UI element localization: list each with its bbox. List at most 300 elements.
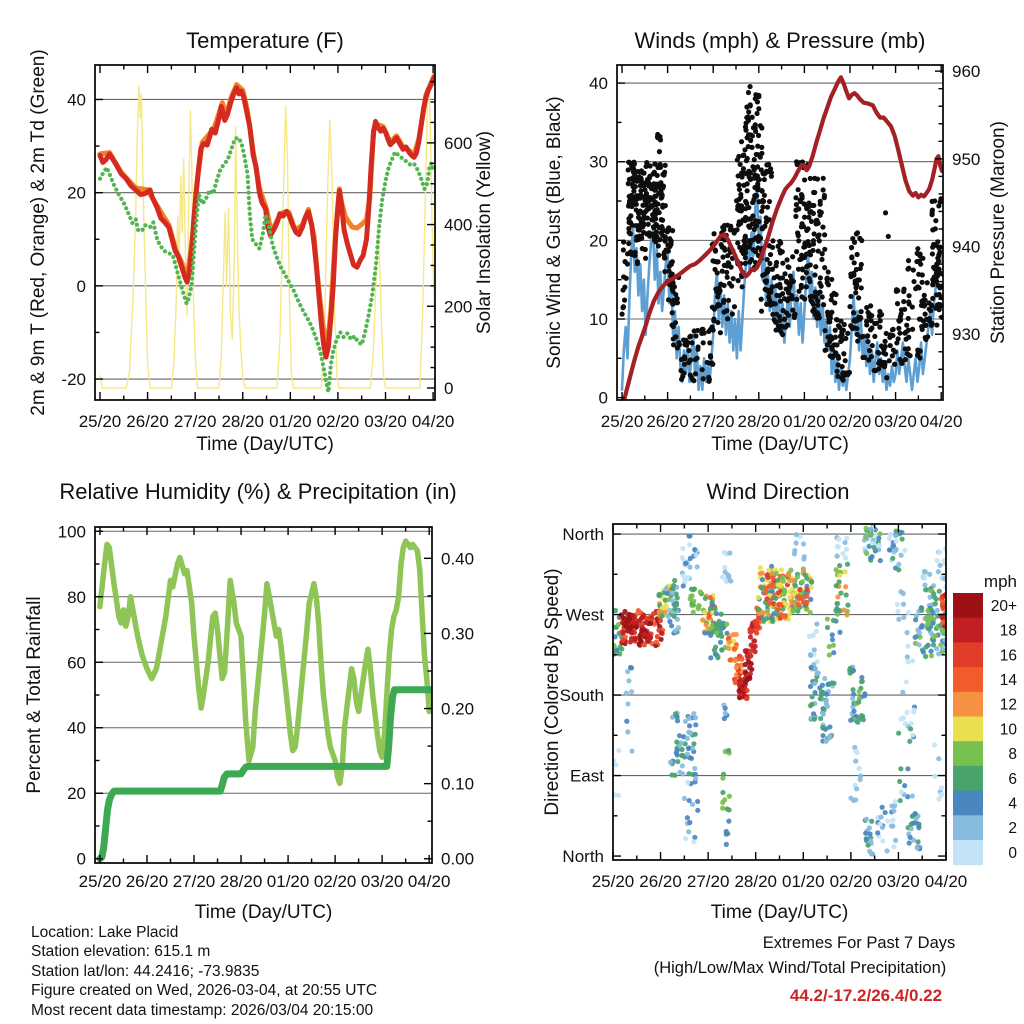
data-dot-6 [669, 772, 674, 777]
data-dot-18 [646, 632, 651, 637]
data-dot [906, 293, 911, 298]
data-dot [780, 332, 785, 337]
plot-frame [95, 527, 432, 863]
data-dot-18 [628, 639, 633, 644]
data-dot-16 [765, 575, 770, 580]
data-dot [916, 272, 921, 277]
data-dot [707, 340, 712, 345]
data-dot [705, 360, 710, 365]
data-dot-14 [767, 583, 772, 588]
data-dot [851, 318, 856, 323]
data-dot [794, 202, 799, 207]
data-dot-0 [694, 553, 699, 558]
data-dot-2 [680, 763, 685, 768]
data-dot-8 [696, 603, 701, 608]
data-dot-6 [896, 731, 901, 736]
data-dot [847, 370, 852, 375]
data-dot-6 [845, 562, 850, 567]
y2-tick-label: 0.30 [441, 624, 475, 644]
data-dot-20+ [743, 680, 748, 685]
data-dot-2 [629, 749, 634, 754]
data-dot [709, 360, 714, 365]
data-dot [738, 192, 743, 197]
data-dot [810, 248, 815, 253]
data-dot-4 [824, 692, 829, 697]
data-dot [752, 185, 757, 190]
data-dot-14 [708, 595, 713, 600]
data-dot-2 [868, 527, 873, 532]
data-dot [770, 245, 775, 250]
data-dot-2 [685, 736, 690, 741]
data-dot [782, 316, 787, 321]
data-dot-0 [899, 789, 904, 794]
data-dot-2 [923, 569, 928, 574]
data-dot-6 [759, 585, 764, 590]
x-tick-label: 26/20 [126, 412, 169, 431]
data-dot [866, 314, 871, 319]
data-dot-2 [842, 540, 847, 545]
data-dot [674, 299, 679, 304]
data-dot [865, 339, 870, 344]
data-dot-16 [655, 634, 660, 639]
colorbar-swatch-6 [953, 766, 983, 791]
x-tick-label: 04/20 [924, 872, 968, 891]
data-dot-0 [680, 546, 685, 551]
x-tick-label: 25/20 [600, 412, 644, 431]
data-dot-6 [657, 592, 662, 597]
data-dot [835, 374, 840, 379]
data-dot [855, 252, 860, 257]
data-dot [762, 193, 767, 198]
station-location: Location: Lake Placid [31, 924, 179, 941]
data-dot-12 [726, 646, 731, 651]
data-dot [701, 340, 706, 345]
data-dot [708, 353, 713, 358]
data-dot [695, 328, 700, 333]
data-dot-2 [867, 849, 872, 854]
colorbar-label-20+: 20+ [990, 597, 1017, 615]
data-dot [688, 372, 693, 377]
data-dot-18 [737, 683, 742, 688]
data-dot [827, 316, 832, 321]
data-dot-0 [909, 721, 914, 726]
data-dot-12 [843, 584, 848, 589]
data-dot-6 [809, 702, 814, 707]
y-tick-label: 20 [589, 231, 608, 251]
data-dot-2 [904, 630, 909, 635]
data-dot-6 [720, 790, 725, 795]
data-dot [855, 230, 860, 235]
data-dot [772, 317, 777, 322]
data-dot-6 [773, 596, 778, 601]
data-dot [784, 257, 789, 262]
data-dot [864, 305, 869, 310]
x-tick-label: 01/20 [783, 412, 826, 431]
data-dot [859, 262, 864, 267]
data-dot-4 [708, 655, 713, 660]
data-dot-0 [686, 575, 691, 580]
data-dot-8 [722, 797, 727, 802]
data-dot [682, 354, 687, 359]
data-dot-4 [827, 724, 832, 729]
data-dot [687, 358, 692, 363]
data-dot [739, 139, 744, 144]
data-dot-0 [687, 542, 692, 547]
data-dot-8 [720, 776, 725, 781]
data-dot-0 [895, 602, 900, 607]
data-dot-2 [664, 586, 669, 591]
extremes-subtitle: (High/Low/Max Wind/Total Precipitation) [653, 959, 947, 977]
data-dot [762, 177, 767, 182]
data-dot [634, 234, 639, 239]
data-dot-4 [675, 718, 680, 723]
data-dot-8 [765, 609, 770, 614]
data-dot [903, 357, 908, 362]
data-dot-8 [782, 588, 787, 593]
data-dot [933, 218, 938, 223]
data-dot-20+ [743, 671, 748, 676]
data-dot-0 [885, 818, 890, 823]
data-dot-4 [869, 554, 874, 559]
data-dot-0 [905, 710, 910, 715]
y2-tick-label: 0.00 [441, 849, 475, 869]
data-dot [799, 294, 804, 299]
data-dot-2 [910, 793, 915, 798]
data-dot [764, 219, 769, 224]
data-dot [828, 334, 833, 339]
data-dot-6 [713, 644, 718, 649]
data-dot-6 [812, 717, 817, 722]
data-dot-6 [915, 839, 920, 844]
data-dot-20+ [747, 676, 752, 681]
x-tick-label: 25/20 [78, 872, 122, 891]
data-dot-6 [934, 597, 939, 602]
data-dot [812, 190, 817, 195]
y-tick-label: 30 [589, 152, 608, 172]
colorbar-label-8: 8 [1008, 746, 1017, 764]
y2-tick-label: 0.40 [441, 549, 475, 569]
x-tick-label: 01/20 [782, 872, 825, 891]
data-dot [910, 304, 915, 309]
data-dot [725, 316, 730, 321]
x-tick-label: 04/20 [407, 872, 451, 891]
data-dot [721, 227, 726, 232]
data-dot [833, 328, 838, 333]
data-dot-2 [794, 532, 799, 537]
data-dot-0 [891, 844, 896, 849]
data-dot-6 [923, 644, 928, 649]
colorbar-label-2: 2 [1008, 820, 1017, 838]
data-dot [848, 272, 853, 277]
data-dot-18 [643, 620, 648, 625]
data-dot [820, 294, 825, 299]
data-dot [906, 299, 911, 304]
data-dot-18 [659, 630, 664, 635]
data-dot-8 [714, 630, 719, 635]
data-dot-2 [687, 565, 692, 570]
data-dot-0 [939, 785, 944, 790]
data-dot-6 [907, 739, 912, 744]
data-dot-20+ [622, 609, 627, 614]
data-dot [711, 327, 716, 332]
data-dot-2 [625, 729, 630, 734]
data-dot [643, 256, 648, 261]
data-dot [799, 283, 804, 288]
y-tick-label: -20 [61, 370, 86, 390]
data-dot-4 [720, 626, 725, 631]
data-dot [658, 186, 663, 191]
data-dot-4 [862, 693, 867, 698]
winds-left-axis-label: Sonic Wind & Gust (Blue, Black) [544, 96, 565, 369]
x-tick-label: 27/20 [691, 412, 735, 431]
data-dot-10 [702, 610, 707, 615]
data-dot [811, 211, 816, 216]
y-tick-label: 60 [67, 653, 86, 673]
data-dot-4 [681, 583, 686, 588]
data-dot [841, 328, 846, 333]
data-dot [804, 284, 809, 289]
data-dot-6 [890, 556, 895, 561]
data-dot [836, 323, 841, 328]
data-dot-0 [895, 609, 900, 614]
data-dot-0 [932, 774, 937, 779]
x-tick-label: 26/20 [125, 872, 169, 891]
data-dot [673, 335, 678, 340]
data-dot-2 [893, 838, 898, 843]
data-dot [812, 272, 817, 277]
data-dot-6 [829, 680, 834, 685]
data-dot [638, 176, 643, 181]
data-dot [843, 336, 848, 341]
data-dot [829, 277, 834, 282]
data-dot [822, 193, 827, 198]
data-dot-4 [864, 836, 869, 841]
data-dot-2 [937, 563, 942, 568]
data-dot-10 [837, 573, 842, 578]
data-dot-12 [835, 594, 840, 599]
data-dot-16 [804, 587, 809, 592]
y2-tick-label: 0.10 [441, 774, 475, 794]
data-dot-6 [686, 771, 691, 776]
data-dot-10 [660, 605, 665, 610]
data-dot-0 [937, 550, 942, 555]
data-dot-10 [776, 582, 781, 587]
data-dot [930, 227, 935, 232]
data-dot [896, 336, 901, 341]
data-dot-2 [896, 617, 901, 622]
data-dot-6 [825, 625, 830, 630]
data-dot [646, 222, 651, 227]
data-dot-16 [797, 587, 802, 592]
data-dot-6 [869, 819, 874, 824]
data-dot [799, 192, 804, 197]
x-tick-label: 03/20 [364, 412, 407, 431]
data-dot-4 [851, 668, 856, 673]
data-dot-8 [831, 643, 836, 648]
data-dot-18 [641, 613, 646, 618]
data-dot-10 [791, 592, 796, 597]
data-dot [667, 264, 672, 269]
data-dot-8 [825, 616, 830, 621]
winddir-xlabel: Time (Day/UTC) [710, 902, 849, 923]
data-dot [911, 267, 916, 272]
data-dot-8 [691, 599, 696, 604]
data-dot-4 [830, 632, 835, 637]
y-tick-label: 80 [67, 587, 86, 607]
data-dot-4 [688, 556, 693, 561]
data-dot-8 [863, 534, 868, 539]
data-dot [667, 236, 672, 241]
data-dot [634, 193, 639, 198]
data-dot-2 [821, 711, 826, 716]
data-dot [753, 126, 758, 131]
data-dot [822, 328, 827, 333]
data-dot-12 [734, 632, 739, 637]
data-dot [777, 314, 782, 319]
humidity-left-axis-label: Percent & Total Rainfall [24, 596, 45, 794]
data-dot [639, 236, 644, 241]
data-dot-2 [626, 678, 631, 683]
data-dot [817, 281, 822, 286]
data-dot-4 [724, 832, 729, 837]
data-dot [910, 327, 915, 332]
data-dot-6 [845, 603, 850, 608]
data-dot [693, 371, 698, 376]
data-dot-0 [893, 799, 898, 804]
y-tick-label: 0 [76, 276, 86, 296]
data-dot [782, 271, 787, 276]
data-dot [786, 313, 791, 318]
data-dot-4 [883, 810, 888, 815]
data-dot [924, 317, 929, 322]
data-dot-12 [703, 622, 708, 627]
y-tick-label: South [559, 686, 604, 706]
data-dot-0 [898, 716, 903, 721]
data-dot [817, 290, 822, 295]
x-tick-label: 26/20 [639, 872, 682, 891]
data-dot [736, 222, 741, 227]
data-dot [756, 133, 761, 138]
data-dot-12 [760, 570, 765, 575]
colorbar-label-12: 12 [999, 696, 1017, 714]
colorbar-swatch-10 [953, 717, 983, 742]
data-dot [901, 299, 906, 304]
data-dot [648, 163, 653, 168]
data-dot [882, 339, 887, 344]
data-dot [821, 187, 826, 192]
data-dot [937, 307, 942, 312]
data-dot [930, 282, 935, 287]
data-dot [663, 247, 668, 252]
data-dot [833, 335, 838, 340]
data-dot-0 [843, 555, 848, 560]
data-dot-8 [925, 617, 930, 622]
data-dot [867, 348, 872, 353]
series-direction-dots [611, 525, 949, 857]
y-tick-label: East [569, 766, 604, 786]
data-dot-4 [722, 716, 727, 721]
data-dot-10 [779, 567, 784, 572]
data-dot [804, 270, 809, 275]
data-dot [819, 257, 824, 262]
data-dot-8 [925, 622, 930, 627]
data-dot-20+ [639, 628, 644, 633]
data-dot [793, 195, 798, 200]
data-dot-0 [807, 634, 812, 639]
data-dot-0 [910, 658, 915, 663]
data-dot-14 [940, 600, 945, 605]
data-dot-4 [687, 533, 692, 538]
data-dot [751, 247, 756, 252]
data-dot-0 [911, 707, 916, 712]
data-dot [928, 308, 933, 313]
data-dot [760, 171, 765, 176]
data-dot [833, 292, 838, 297]
data-dot [815, 303, 820, 308]
data-dot-4 [867, 831, 872, 836]
data-dot [813, 264, 818, 269]
data-dot [859, 309, 864, 314]
data-dot-4 [674, 750, 679, 755]
data-dot [759, 309, 764, 314]
data-dot [627, 230, 632, 235]
data-dot [822, 265, 827, 270]
data-dot-6 [775, 578, 780, 583]
data-dot [731, 276, 736, 281]
data-dot-2 [853, 759, 858, 764]
data-dot [812, 176, 817, 181]
data-dot-14 [706, 615, 711, 620]
data-dot-20+ [737, 695, 742, 700]
data-dot [712, 267, 717, 272]
data-dot [629, 193, 634, 198]
data-dot [768, 290, 773, 295]
colorbar-label-18: 18 [999, 622, 1017, 640]
data-dot-4 [702, 630, 707, 635]
data-dot [834, 342, 839, 347]
data-dot [682, 362, 687, 367]
data-dot-4 [677, 733, 682, 738]
data-dot-0 [870, 540, 875, 545]
data-dot [730, 311, 735, 316]
data-dot-6 [673, 711, 678, 716]
data-dot [840, 364, 845, 369]
data-dot-6 [672, 607, 677, 612]
data-dot [773, 301, 778, 306]
data-dot-4 [907, 840, 912, 845]
data-dot [619, 312, 624, 317]
extremes-values: 44.2/-17.2/26.4/0.22 [789, 986, 943, 1005]
x-tick-label: 01/20 [266, 872, 310, 891]
data-dot-6 [937, 589, 942, 594]
data-dot-2 [916, 642, 921, 647]
data-dot [734, 198, 739, 203]
data-dot-0 [903, 721, 908, 726]
data-dot [753, 235, 758, 240]
data-dot [685, 340, 690, 345]
data-dot [891, 327, 896, 332]
data-dot [653, 212, 658, 217]
data-dot [738, 162, 743, 167]
data-dot-8 [790, 609, 795, 614]
data-dot-14 [766, 600, 771, 605]
data-dot-2 [927, 572, 932, 577]
data-dot [629, 204, 634, 209]
data-dot-2 [693, 715, 698, 720]
data-dot-8 [833, 567, 838, 572]
data-dot-12 [789, 600, 794, 605]
x-tick-label: 03/20 [877, 872, 920, 891]
